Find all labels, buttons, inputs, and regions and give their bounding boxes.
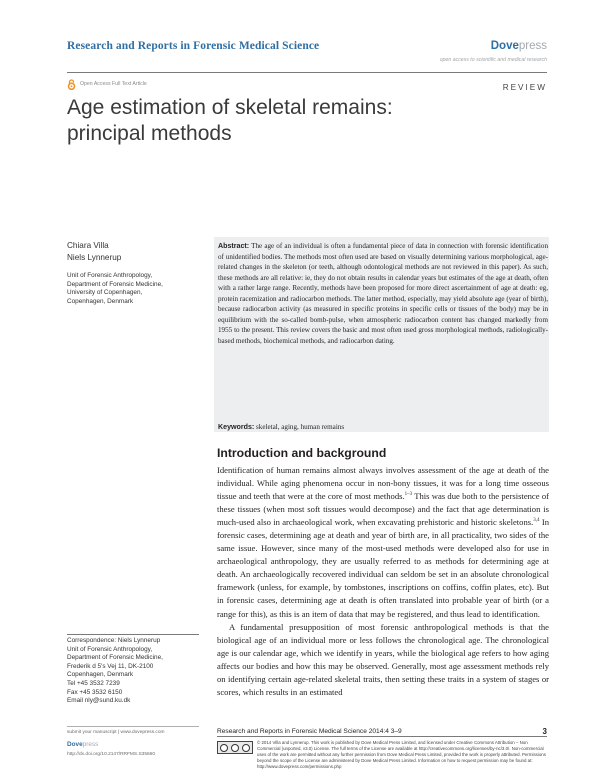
journal-title: Research and Reports in Forensic Medical Science bbox=[67, 40, 320, 52]
correspondence-line: Fax +45 3532 6150 bbox=[67, 688, 123, 696]
keywords-label: Keywords: bbox=[218, 423, 255, 431]
correspondence-line: Tel +45 3532 7239 bbox=[67, 679, 120, 687]
correspondence-email[interactable]: Email nly@sund.ku.dk bbox=[67, 697, 131, 705]
footer-journal-citation: Research and Reports in Forensic Medical Science 2014:4 3–9 bbox=[217, 728, 402, 735]
correspondence-line: Frederik d 5's Vej 11, DK-2100 bbox=[67, 662, 154, 670]
open-access-label: Open Access Full Text Article bbox=[80, 81, 147, 87]
affiliation-line: Unit of Forensic Anthropology, bbox=[67, 272, 153, 279]
citation[interactable]: 1–3 bbox=[404, 492, 413, 498]
article-type: REVIEW bbox=[502, 83, 547, 92]
by-circle-icon bbox=[231, 744, 239, 752]
keywords bbox=[218, 423, 344, 431]
license-text: © 2014 Villa and Lynnerup. This work is published by Dove Medical Press Limited, and licensed under Creative Commons Attribution – Non Commercial (unported, v3.0) License. The full terms of the License are available at http://creativecommons.org/licenses/by-nc/3.0/. Non-commercial uses of the work are permitted without any further permission from Dove Medical Press Limited, provided the work is properly attributed. Permissions beyond the scope of the License are administered by Dove Medical Press Limited. Information on how to request permission may be found at: http://www.dovepress.com/permissions.php bbox=[257, 740, 546, 769]
paragraph-text: This was due both to the persistence of these tissues (when most soft tissues would decompose) and the fact that age determination is much-used also in archaeological work, when excavating prehistoric and historic skeletons. bbox=[217, 491, 549, 528]
affiliation-line: Copenhagen, Denmark bbox=[67, 297, 134, 305]
paragraph-text: In forensic cases, determining age at death and year of birth are, in all practicality, two sides of the same issue. However, since many of the most-used methods were developed also for use in archaeological anthropology, they are usually referred to as methods for determining age at death. An archaeologically recovered individual can seldom be set in an absolute chronological framework (unless, for example, by tombstones, inscriptions on coffins, coffin plates, etc). But in forensic cases, determining age at death is often translated into probable year of birth (or a range for this), as this is an item of data that may be registered, and thus lead to identification. bbox=[217, 517, 549, 619]
article-title bbox=[67, 95, 467, 147]
correspondence-line: Copenhagen, Denmark bbox=[67, 671, 134, 679]
section-heading: Introduction and background bbox=[217, 446, 387, 460]
header-divider bbox=[67, 72, 547, 73]
author-name: Niels Lynnerup bbox=[67, 253, 122, 262]
paragraph-text: Identification of human remains almost always involves assessment of the age at death of the individual. While aging phenomena occur in non-bony tissues, it was for a long time osseous tissue and teeth that were at the core of most methods. bbox=[217, 465, 549, 502]
article-title-line-1: Age estimation of skeletal remains: bbox=[67, 96, 393, 119]
page-number: 3 bbox=[542, 727, 547, 736]
publisher-tagline: open access to scientific and medical research bbox=[439, 57, 547, 63]
submit-manuscript-link[interactable]: submit your manuscript | www.dovepress.com bbox=[67, 730, 165, 735]
abstract-label: Abstract: bbox=[218, 242, 250, 250]
footer-logo-dove: Dove bbox=[67, 741, 83, 748]
body-text bbox=[217, 464, 549, 699]
correspondence-line: Department of Forensic Medicine, bbox=[67, 654, 163, 662]
keywords-text: skeletal, aging, human remains bbox=[256, 423, 345, 431]
publisher-logo-press: press bbox=[518, 40, 547, 52]
author-list bbox=[67, 240, 121, 264]
nc-circle-icon bbox=[242, 744, 250, 752]
publisher-logo-dove: Dove bbox=[490, 40, 519, 52]
open-access-icon bbox=[67, 79, 76, 90]
paragraph bbox=[217, 464, 549, 621]
abstract-text: The age of an individual is often a fundamental piece of data in connection with forensic identification of unidentified bodies. The methods most often used are based on visually determining various morphological, age-related changes in the skeleton (or teeth, although odontological methods are not reviewed in this paper). As such, these methods are all relative: ie, they do not obtain results in calendar years but estimates of the age at death, often with a rather large range. Recently, methods have been proposed for more direct ascertainment of age at death: eg, protein racemization and radiocarbon methods. The latter method, especially, may yield absolute age (year of birth), because radiocarbon activity (as measured in specific proteins in specific cells or tissues of the body) may be in equilibrium with the so-called bomb-pulse, when atmospheric radiocarbon content has changed markedly from 1955 to the present. This review covers the basic and most often used gross morphological methods, radiologically-based methods, biochemical methods, and radiocarbon dating. bbox=[218, 242, 548, 345]
citation[interactable]: 3,4 bbox=[533, 518, 540, 524]
footer-publisher-logo[interactable] bbox=[67, 741, 98, 748]
abstract bbox=[218, 241, 548, 346]
footer-divider bbox=[217, 736, 547, 737]
footer-logo-press: press bbox=[82, 741, 99, 748]
correspondence-divider bbox=[67, 634, 199, 635]
paragraph: A fundamental presupposition of most forensic anthropological methods is that the biological age of an individual more or less follows the chronological age. The chronological age is our calendar age, which we identify in years, while the biological age refers to how aging affects our bodies and how this may be observed. Generally, most age assessment methods rely on identifying certain age-related skeletal traits, then setting these traits in a system of stages or scores, which results in an estimated bbox=[217, 621, 549, 697]
author-name: Chiara Villa bbox=[67, 241, 109, 250]
correspondence bbox=[67, 637, 163, 706]
publisher-logo[interactable] bbox=[491, 40, 547, 52]
doi-link[interactable]: http://dx.doi.org/10.2147/RRFMS.S35660 bbox=[67, 752, 155, 757]
cc-circle-icon bbox=[220, 744, 228, 752]
article-title-line-2: principal methods bbox=[67, 122, 232, 145]
correspondence-line: Unit of Forensic Anthropology, bbox=[67, 645, 153, 653]
author-affiliation bbox=[67, 272, 163, 306]
affiliation-line: University of Copenhagen, bbox=[67, 289, 143, 297]
correspondence-line: Correspondence: Niels Lynnerup bbox=[67, 637, 161, 644]
footer-divider bbox=[67, 726, 199, 727]
affiliation-line: Department of Forensic Medicine, bbox=[67, 280, 163, 288]
creative-commons-icon[interactable] bbox=[217, 741, 253, 754]
